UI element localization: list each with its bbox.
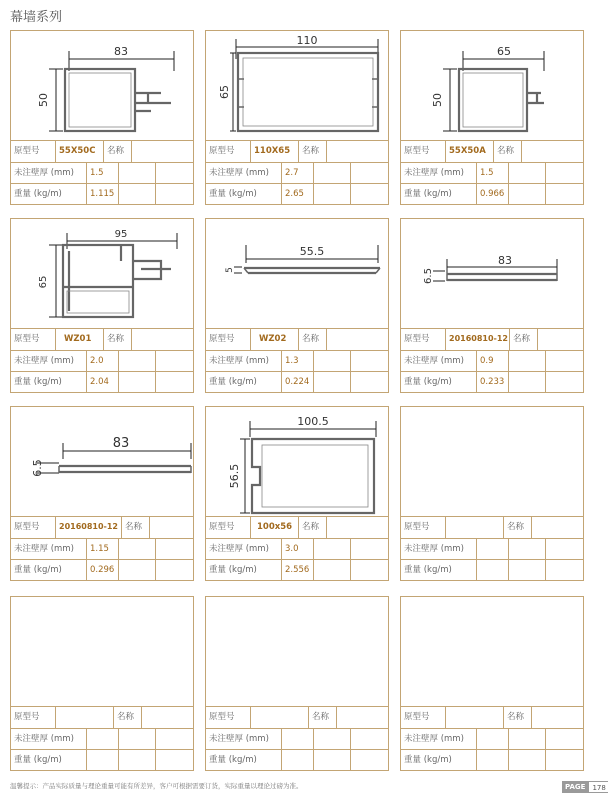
- thickness-value: 1.5: [86, 163, 118, 183]
- profile-card-empty[interactable]: [205, 596, 389, 771]
- dim-height: 50: [37, 93, 50, 107]
- dim-width: 110: [296, 34, 318, 47]
- weight-value: 2.65: [281, 184, 313, 204]
- dim-width: 83: [114, 45, 128, 58]
- model-code: 55X50C: [55, 141, 103, 162]
- model-code: 20160810-12: [55, 517, 121, 538]
- spec-table: 原型号 110X65 名称 未注壁厚 (mm) 2.7 重量 (kg/m) 2.65: [206, 140, 388, 204]
- thickness-value: 1.15: [86, 539, 118, 559]
- dim-height: 6.5: [423, 268, 434, 284]
- thickness-value: 2.7: [281, 163, 313, 183]
- profile-card[interactable]: [10, 218, 194, 393]
- spec-table: 原型号 20160810-12 名称 未注壁厚 (mm) 0.9 重量 (kg/m) 0.233: [401, 328, 583, 392]
- thickness-value: 2.0: [86, 351, 118, 371]
- weight-value: 0.966: [476, 184, 508, 204]
- profile-drawing: [401, 597, 583, 707]
- dim-height: 5: [225, 267, 235, 273]
- footer-note: 温馨提示：产品实际质量与理论重量可能有所差异，客户可根据需要订货，实际重量以理论过磅为准。: [10, 782, 303, 790]
- dim-width: 83: [112, 436, 130, 451]
- weight-value: 2.556: [281, 560, 313, 580]
- spec-table: 原型号 20160810-12 名称 未注壁厚 (mm) 1.15 重量 (kg/m) 0.296: [11, 516, 193, 580]
- dim-width: 95: [114, 229, 128, 240]
- profile-drawing: [206, 219, 388, 329]
- spec-table: 原型号 55X50C 名称 未注壁厚 (mm) 1.5 重量 (kg/m) 1.115: [11, 140, 193, 204]
- profile-drawing: [401, 31, 583, 141]
- model-code: 100x56: [250, 517, 298, 538]
- model-code: 110X65: [250, 141, 298, 162]
- dim-height: 56.5: [228, 463, 241, 489]
- profile-drawing: [206, 407, 388, 517]
- profile-drawing: [206, 597, 388, 707]
- page-number-badge: [562, 781, 608, 793]
- thickness-value: 0.9: [476, 351, 508, 371]
- model-code: WZ01: [55, 329, 103, 350]
- spec-table: 原型号 名称 未注壁厚 (mm) 重量 (kg/m): [206, 706, 388, 770]
- dim-width: 65: [497, 45, 511, 58]
- dim-height: 65: [218, 85, 231, 99]
- dim-width: 55.5: [299, 245, 325, 258]
- dim-width: 83: [498, 254, 512, 267]
- profile-card[interactable]: [205, 30, 389, 205]
- model-code: 55X50A: [445, 141, 493, 162]
- dim-height: 50: [431, 93, 444, 107]
- page-title: 幕墙系列: [10, 10, 63, 25]
- profile-card-empty[interactable]: [400, 596, 584, 771]
- dim-height: 6.5: [31, 459, 44, 477]
- profile-card[interactable]: [205, 406, 389, 581]
- model-code: 20160810-12: [445, 329, 509, 350]
- weight-value: 1.115: [86, 184, 118, 204]
- spec-table: 原型号 55X50A 名称 未注壁厚 (mm) 1.5 重量 (kg/m) 0.966: [401, 140, 583, 204]
- profile-drawing: [401, 219, 583, 329]
- model-code: WZ02: [250, 329, 298, 350]
- thickness-value: 3.0: [281, 539, 313, 559]
- page-label: PAGE: [562, 781, 588, 793]
- profile-card[interactable]: [205, 218, 389, 393]
- dim-height: 65: [38, 275, 49, 289]
- profile-drawing: [11, 597, 193, 707]
- profile-card[interactable]: [400, 30, 584, 205]
- weight-value: 0.233: [476, 372, 508, 392]
- profile-drawing: [11, 407, 193, 517]
- profile-card-empty[interactable]: [400, 406, 584, 581]
- spec-table: 原型号 100x56 名称 未注壁厚 (mm) 3.0 重量 (kg/m) 2.556: [206, 516, 388, 580]
- profile-card-empty[interactable]: [10, 596, 194, 771]
- spec-table: 原型号 WZ01 名称 未注壁厚 (mm) 2.0 重量 (kg/m) 2.04: [11, 328, 193, 392]
- weight-value: 0.296: [86, 560, 118, 580]
- profile-drawing: [206, 31, 388, 141]
- profile-drawing: [11, 219, 193, 329]
- weight-value: 2.04: [86, 372, 118, 392]
- page-number: 178: [588, 781, 608, 793]
- profile-card[interactable]: [10, 30, 194, 205]
- thickness-value: 1.5: [476, 163, 508, 183]
- dim-width: 100.5: [297, 415, 329, 428]
- spec-table: 原型号 名称 未注壁厚 (mm) 重量 (kg/m): [401, 706, 583, 770]
- profile-drawing: [401, 407, 583, 517]
- spec-table: 原型号 WZ02 名称 未注壁厚 (mm) 1.3 重量 (kg/m) 0.224: [206, 328, 388, 392]
- profile-card[interactable]: [10, 406, 194, 581]
- weight-value: 0.224: [281, 372, 313, 392]
- spec-table: 原型号 名称 未注壁厚 (mm) 重量 (kg/m): [401, 516, 583, 580]
- profile-drawing: [11, 31, 193, 141]
- thickness-value: 1.3: [281, 351, 313, 371]
- profile-card[interactable]: [400, 218, 584, 393]
- spec-table: 原型号 名称 未注壁厚 (mm) 重量 (kg/m): [11, 706, 193, 770]
